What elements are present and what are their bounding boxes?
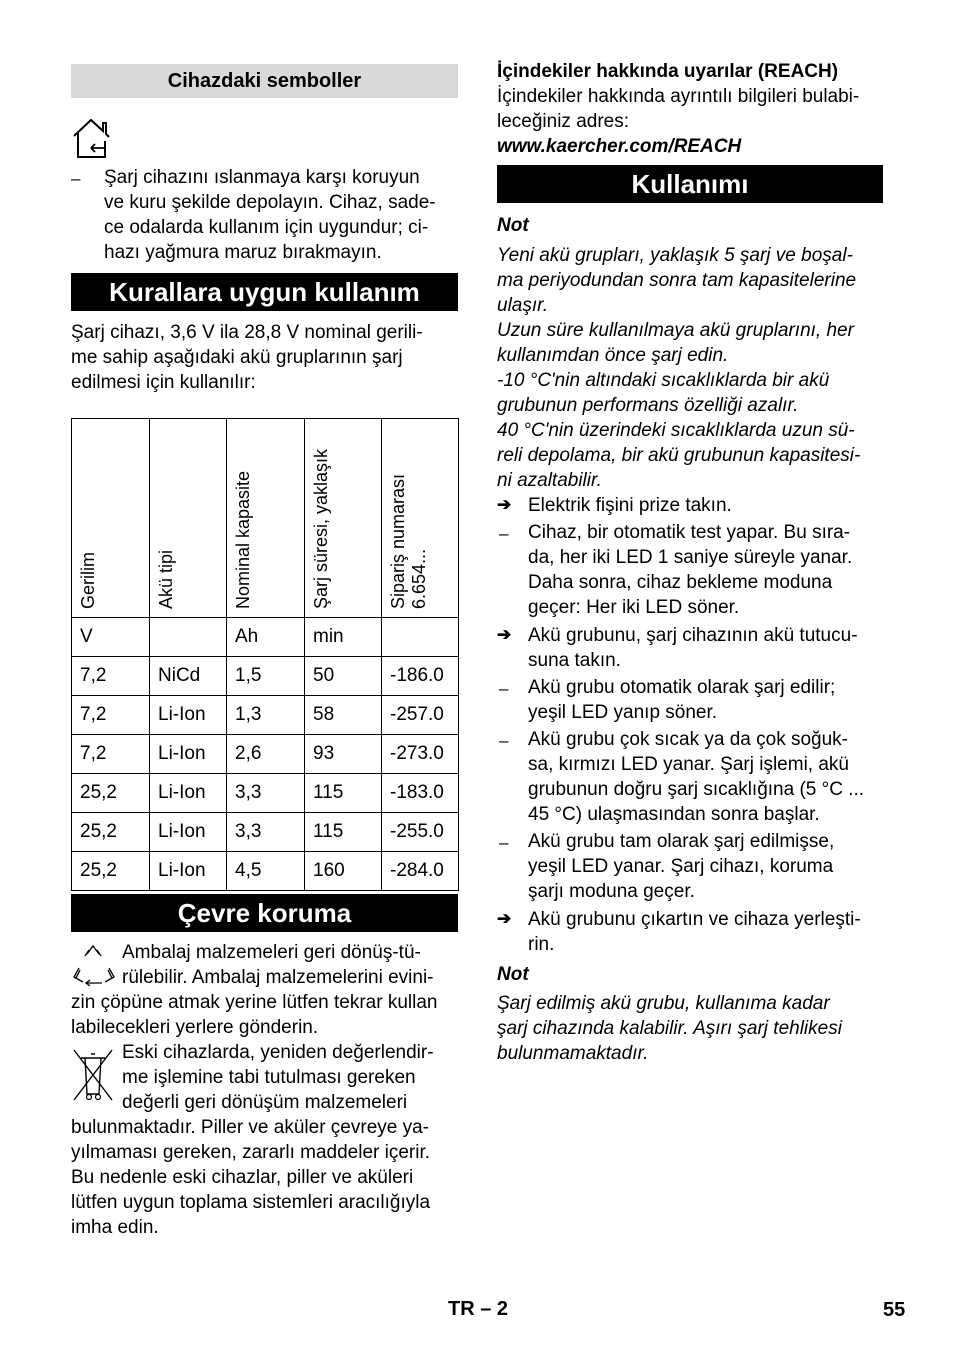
step1a-line-3: Daha sonra, cihaz bekleme moduna [528, 572, 833, 593]
arrow-bullet: ➔ [497, 495, 512, 514]
table-header-cell [227, 419, 305, 618]
table-cell: 1,3 [227, 696, 305, 735]
table-cell: 2,6 [227, 735, 305, 774]
footer-local-page: 2 [496, 1298, 509, 1320]
environment-heading: Çevre koruma [71, 894, 458, 932]
step2b-line-2: sa, kırmızı LED yanar. Şarj işlemi, akü [528, 754, 849, 775]
header-order-number [388, 474, 430, 609]
proper-use-text-3: edilmesi için kullanılır: [71, 372, 256, 393]
dash-bullet: – [499, 679, 509, 698]
table-cell: Ah [227, 618, 305, 657]
env-text-1: Ambalaj malzemeleri geri dönüş-tü- [122, 942, 421, 963]
dash-bullet: – [499, 833, 509, 852]
table-cell: 50 [305, 657, 382, 696]
table-cell: -183.0 [382, 774, 459, 813]
env-text-4: labilecekleri yerlere gönderin. [71, 1017, 319, 1038]
note1-line-5: kullanımdan önce şarj edin. [497, 345, 729, 366]
env2-text-8: imha edin. [71, 1217, 159, 1238]
table-cell: NiCd [150, 657, 227, 696]
table-cell: 7,2 [72, 657, 150, 696]
header-order-number-prefix: 6.654... [409, 548, 429, 609]
recycle-icon [71, 944, 117, 986]
header-charge-time: Şarj süresi, yaklaşık [311, 448, 331, 609]
footer-separator: – [480, 1298, 492, 1320]
table-cell: 58 [305, 696, 382, 735]
dash-bullet: – [499, 731, 509, 750]
header-order-number-label: Sipariş numarası [388, 473, 408, 609]
arrow-bullet: ➔ [497, 909, 512, 928]
table-cell: 25,2 [72, 774, 150, 813]
table-cell: 25,2 [72, 813, 150, 852]
table-cell: -273.0 [382, 735, 459, 774]
step3-line-2: rin. [528, 934, 555, 955]
table-row [72, 735, 459, 774]
step2a-line-1: Akü grubu otomatik olarak şarj edilir; [528, 677, 836, 698]
table-cell: 25,2 [72, 852, 150, 891]
step1a-line-4: geçer: Her iki LED söner. [528, 597, 740, 618]
note2-line-2: şarj cihazında kalabilir. Aşırı şarj tehlikesi [497, 1018, 842, 1039]
table-cell: min [305, 618, 382, 657]
note1-line-4: Uzun süre kullanılmaya akü gruplarını, her [497, 320, 854, 341]
table-header-cell [305, 419, 382, 618]
table-cell: 4,5 [227, 852, 305, 891]
table-cell [150, 618, 227, 657]
header-battery-type: Akü tipi [156, 549, 176, 609]
env2-text-1: Eski cihazlarda, yeniden değerlendir- [122, 1042, 434, 1063]
table-cell: V [72, 618, 150, 657]
env-text-3: zin çöpüne atmak yerine lütfen tekrar kullan [71, 992, 438, 1013]
note1-line-3: ulaşır. [497, 295, 549, 316]
table-header-cell [150, 419, 227, 618]
step2b-line-1: Akü grubu çok sıcak ya da çok soğuk- [528, 729, 848, 750]
note1-line-1: Yeni akü grupları, yaklaşık 5 şarj ve boşal- [497, 245, 853, 266]
table-cell: Li-Ion [150, 813, 227, 852]
proper-use-text-1: Şarj cihazı, 3,6 V ila 28,8 V nominal gerili- [71, 322, 423, 343]
env2-text-3: değerli geri dönüşüm malzemeleri [122, 1092, 408, 1113]
step2c-line-2: yeşil LED yanar. Şarj cihazı, koruma [528, 856, 834, 877]
symbols-text-4: hazı yağmura maruz bırakmayın. [104, 242, 382, 263]
footer-section: TR [448, 1298, 475, 1320]
reach-heading: İçindekiler hakkında uyarılar (REACH) [497, 61, 839, 82]
symbols-text-3: ce odalarda kullanım için uygundur; ci- [104, 217, 429, 238]
dash-bullet: – [71, 169, 81, 188]
indoor-house-icon [71, 118, 111, 160]
table-cell: -255.0 [382, 813, 459, 852]
table-header-cell [72, 419, 150, 618]
footer-section-label [448, 1298, 508, 1321]
table-cell: 115 [305, 813, 382, 852]
table-cell: Li-Ion [150, 735, 227, 774]
env2-text-6: Bu nedenle eski cihazlar, piller ve aküleri [71, 1167, 414, 1188]
symbols-text-2: ve kuru şekilde depolayın. Cihaz, sade- [104, 192, 436, 213]
env2-text-4: bulunmaktadır. Piller ve aküler çevreye ya- [71, 1117, 429, 1138]
step2b-line-3: grubunun doğru şarj sıcaklığına (5 °C ... [528, 779, 865, 800]
step1-text: Elektrik fişini prize takın. [528, 495, 732, 516]
note2-line-3: bulunmamaktadır. [497, 1043, 649, 1064]
table-row [72, 657, 459, 696]
step2-line-2: suna takın. [528, 650, 621, 671]
table-cell: 3,3 [227, 813, 305, 852]
step1a-line-2: da, her iki LED 1 saniye süreyle yanar. [528, 547, 853, 568]
symbols-text-1: Şarj cihazını ıslanmaya karşı koruyun [104, 167, 420, 188]
step2-line-1: Akü grubunu, şarj cihazının akü tutucu- [528, 625, 858, 646]
table-cell: Li-Ion [150, 696, 227, 735]
table-cell: 115 [305, 774, 382, 813]
table-cell: 7,2 [72, 735, 150, 774]
step2c-line-1: Akü grubu tam olarak şarj edilmişse, [528, 831, 835, 852]
note1-line-9: reli depolama, bir akü grubunun kapasitesi- [497, 445, 861, 466]
header-voltage: Gerilim [78, 552, 98, 609]
note2-line-1: Şarj edilmiş akü grubu, kullanıma kadar [497, 993, 830, 1014]
symbols-heading: Cihazdaki semboller [71, 64, 458, 98]
proper-use-heading: Kurallara uygun kullanım [71, 273, 458, 311]
env-text-2: rülebilir. Ambalaj malzemelerini evini- [122, 967, 434, 988]
table-cell: Li-Ion [150, 852, 227, 891]
table-header-row [72, 419, 459, 618]
reach-url-link[interactable]: www.kaercher.com/REACH [497, 136, 742, 157]
note1-line-6: -10 °C'nin altındaki sıcaklıklarda bir akü [497, 370, 830, 391]
table-cell: -257.0 [382, 696, 459, 735]
env2-text-2: me işlemine tabi tutulması gereken [122, 1067, 416, 1088]
table-row [72, 696, 459, 735]
table-cell [382, 618, 459, 657]
step1a-line-1: Cihaz, bir otomatik test yapar. Bu sıra- [528, 522, 851, 543]
table-units-row [72, 618, 459, 657]
note-label: Not [497, 215, 529, 236]
page-number: 55 [883, 1299, 906, 1321]
note1-line-8: 40 °C'nin üzerindeki sıcaklıklarda uzun sü- [497, 420, 855, 441]
crossed-bin-icon [71, 1046, 115, 1102]
note1-line-7: grubunun performans özelliği azalır. [497, 395, 799, 416]
step2a-line-2: yeşil LED yanıp söner. [528, 702, 718, 723]
note1-line-2: ma periyodundan sonra tam kapasitelerine [497, 270, 857, 291]
table-cell: -186.0 [382, 657, 459, 696]
table-cell: -284.0 [382, 852, 459, 891]
reach-text-2: leceğiniz adres: [497, 111, 630, 132]
env2-text-7: lütfen uygun toplama sistemleri aracılığıyla [71, 1192, 431, 1213]
header-capacity: Nominal kapasite [233, 470, 253, 609]
battery-spec-table [71, 418, 459, 891]
usage-heading: Kullanımı [497, 165, 883, 203]
note1-line-10: ni azaltabilir. [497, 470, 602, 491]
table-cell: 3,3 [227, 774, 305, 813]
table-cell: Li-Ion [150, 774, 227, 813]
table-cell: 160 [305, 852, 382, 891]
table-row [72, 774, 459, 813]
table-cell: 7,2 [72, 696, 150, 735]
dash-bullet: – [499, 524, 509, 543]
step2c-line-3: şarjı moduna geçer. [528, 881, 695, 902]
step3-line-1: Akü grubunu çıkartın ve cihaza yerleşti- [528, 909, 861, 930]
table-header-cell [382, 419, 459, 618]
arrow-bullet: ➔ [497, 625, 512, 644]
env2-text-5: yılmaması gereken, zararlı maddeler içerir. [71, 1142, 431, 1163]
table-row [72, 813, 459, 852]
note2-label: Not [497, 964, 529, 985]
table-row [72, 852, 459, 891]
table-cell: 93 [305, 735, 382, 774]
step2b-line-4: 45 °C) ulaşmasından sonra başlar. [528, 804, 820, 825]
table-cell: 1,5 [227, 657, 305, 696]
proper-use-text-2: me sahip aşağıdaki akü gruplarının şarj [71, 347, 403, 368]
reach-text-1: İçindekiler hakkında ayrıntılı bilgileri bulabi- [497, 86, 860, 107]
